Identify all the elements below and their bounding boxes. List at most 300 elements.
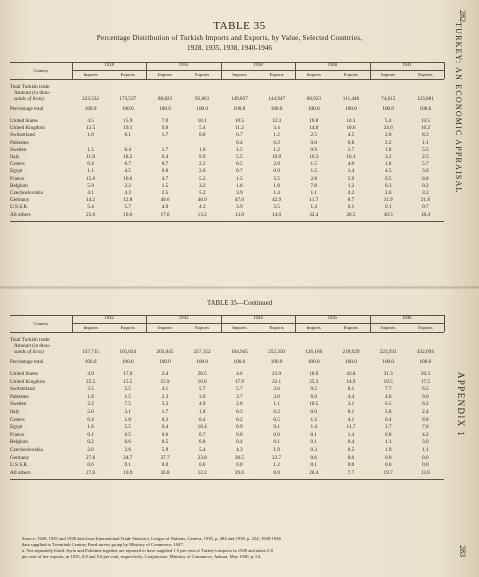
table1-cell: 1.2 [273, 146, 280, 153]
table1-cell: 15.9 [123, 118, 133, 124]
table2-cell: 2.0 [236, 401, 243, 408]
table2-cell: 0.1 [310, 462, 318, 469]
table2-cell: 1.6 [87, 424, 94, 431]
table1-cell: 3.9 [236, 190, 243, 196]
table1-percentage-value: 100.0 [159, 106, 171, 112]
table2-cell: 6.9 [310, 393, 318, 400]
table1-country-label: United Kingdom [10, 125, 46, 132]
table2-cell: 6.5 [384, 401, 392, 408]
table2-cell: 0.5 [124, 431, 132, 438]
table1-total-value: 123,081 [416, 96, 434, 102]
table1-cell: 0.5 [384, 175, 392, 182]
table1-cell: 7.8 [310, 182, 318, 189]
table2-cell: 0.1 [124, 462, 132, 469]
table1-cell: 0.4 [124, 146, 132, 153]
table1-cell: 0.0 [310, 139, 318, 146]
table2-cell: 43.8 [346, 371, 356, 377]
table2-cell: 26.8 [160, 469, 170, 476]
table-subtitle-years: 1928, 1935, 1938, 1940-1946 [186, 44, 273, 52]
table1-cell: 18.4 [420, 211, 430, 218]
table2-cell: 0.6 [310, 454, 318, 461]
table2-cell: 1.4 [310, 424, 318, 431]
table1-cell: 0.8 [161, 168, 169, 175]
table2-cell: 0.4 [161, 424, 169, 431]
table1-cell: 9.8 [161, 125, 169, 132]
table2-cell: 5.5 [124, 424, 132, 431]
table2-cell: 0.5 [161, 439, 169, 446]
table1-cell: 14.1 [346, 118, 356, 124]
table2-cell: 0.2 [273, 409, 280, 415]
table2-cell: 0.5 [347, 447, 355, 453]
table1-cell: 4.3 [124, 190, 132, 196]
table2-cell: 4.9 [198, 401, 206, 408]
table2-total-value: 165,034 [119, 349, 137, 355]
table2-cell: 6.5 [422, 386, 429, 393]
table1-cell: 11.7 [309, 197, 319, 204]
table2-country-label: United Kingdom [10, 378, 46, 385]
table1-country-label: France [10, 175, 25, 182]
table1-cell: 1.7 [161, 146, 169, 153]
table2-cell: 0.4 [87, 416, 94, 423]
table1-country-label: Czechoslovakia [10, 190, 43, 196]
table1-cell: 4.3 [198, 204, 206, 211]
table1-country-label: Italy [10, 154, 20, 160]
table1-imports-header: Imports [83, 72, 98, 77]
table1-cell: 14.2 [86, 197, 96, 204]
table1-cell: 5.7 [422, 161, 429, 168]
table2-cell: 1.5 [124, 393, 132, 400]
table2-cell: 1.9 [384, 447, 392, 453]
table1-cell: 0.2 [422, 182, 429, 189]
table2-cell: 0.3 [161, 416, 169, 423]
table1-cell: 5.2 [198, 175, 206, 182]
table1-cell: 0.8 [347, 139, 355, 146]
table1-cell: 1.5 [236, 146, 243, 153]
table1-total-value: 95,861 [195, 96, 210, 102]
table2-total-value: 147,715 [82, 349, 100, 355]
table1-cell: 1.2 [273, 132, 280, 139]
table1-cell: 0.3 [384, 182, 392, 189]
table2-percentage-value: 100.0 [84, 359, 97, 365]
table2-cell: 25.3 [309, 378, 319, 385]
table2-cell: 1.7 [384, 424, 392, 431]
table1-cell: 5.7 [124, 204, 132, 211]
table2-total-value: 203,045 [156, 349, 174, 355]
table1-cell: 5.9 [347, 175, 355, 182]
table1-cell: 2.5 [161, 190, 169, 196]
table2-cell: 0.8 [384, 431, 392, 438]
table1-cell: 0.9 [273, 168, 280, 175]
table1-cell: 0.5 [236, 161, 243, 168]
table1-cell: 0.8 [422, 175, 429, 182]
table1-cell: 2.5 [310, 132, 318, 139]
table2-cell: 3.1 [124, 409, 132, 415]
table2-cell: 4.3 [236, 447, 243, 453]
table2-cell: 1.8 [198, 409, 206, 415]
table2-total-value: 432,094 [416, 349, 434, 355]
table2-cell: 19.7 [383, 469, 393, 476]
table2-cell: 1.7 [161, 409, 169, 415]
table2-cell: 0.0 [236, 462, 243, 469]
table2-percentage-value: 100.0 [233, 359, 246, 365]
table1-country-label: Sweden [10, 146, 27, 153]
table-title: TABLE 35 [213, 20, 266, 32]
table1-year-1935: 1935 [178, 63, 189, 68]
table1-total-value: 149,837 [230, 96, 248, 102]
table2-cell: 23.8 [197, 454, 207, 461]
table2-cell: 30.5 [234, 454, 244, 461]
table2-cell: 3.5 [87, 386, 94, 393]
table1-cell: 10.5 [234, 118, 244, 124]
table2-cell: 0.9 [236, 424, 243, 431]
table2-imports-header: Imports [83, 325, 98, 330]
table2-cell: 0.0 [161, 462, 169, 469]
table2-cell: 10.4 [197, 424, 207, 431]
table1-cell: 10.6 [123, 175, 133, 182]
table1-cell: 15.0 [86, 175, 96, 182]
table2-cell: 4.2 [422, 431, 429, 438]
table1-cell: 4.5 [347, 132, 355, 139]
table1-cell: 16.2 [420, 125, 430, 132]
table1-year-divider [444, 62, 445, 79]
table2-cell: 4.6 [236, 371, 243, 377]
table2-country-label: Czechoslovakia [10, 447, 43, 453]
table2-cell: 37.7 [160, 454, 170, 461]
table2-cell: 0.0 [384, 454, 392, 461]
table2-cell: 0.1 [310, 439, 318, 446]
table1-cell: 10.1 [123, 125, 133, 132]
table2-cell: 0.6 [124, 439, 132, 446]
table1-cell: 0.1 [347, 204, 355, 211]
table1-cell: 2.2 [198, 161, 206, 168]
table2-cell: 0.4 [384, 416, 392, 423]
table1-cell: 1.7 [161, 132, 169, 139]
table2-cell: 4.1 [347, 416, 355, 423]
table1-cell: 1.4 [310, 204, 318, 211]
table2-cell: 31.3 [383, 371, 393, 377]
table1-cell: 1.1 [87, 168, 94, 175]
table2-cell: 0.3 [236, 409, 243, 415]
table2-cell: 18.0 [309, 371, 319, 377]
table2-percentage-value: 100.0 [307, 359, 320, 365]
table2-country-label: Italy [10, 409, 20, 415]
table1-cell: 13.0 [234, 211, 244, 218]
table2-cell: 15.9 [160, 378, 170, 385]
table2-percentage-value: 100.0 [419, 359, 432, 365]
table1-cell: 4.0 [347, 161, 355, 168]
table1-exports-header: Exports [195, 72, 210, 77]
table2-cell: 0.0 [347, 462, 355, 469]
table2-exports-header: Exports [269, 325, 284, 330]
table1-cell: 4.5 [87, 118, 94, 124]
table1-total-value: 68,923 [306, 96, 321, 102]
table1-cell: 7.0 [161, 118, 169, 124]
table2-country-label: Germany [10, 454, 30, 461]
table2-cell: 2.6 [87, 447, 94, 453]
table1-percentage-value: 100.0 [270, 106, 283, 112]
table1-cell: 6.7 [124, 161, 132, 168]
table2-cell: 20.5 [197, 371, 207, 377]
table1-total-value: 223,532 [82, 96, 100, 102]
table2-cell: 4.0 [384, 393, 392, 400]
table2-total-label: Total Turkish trade [10, 337, 50, 343]
table2-cell: 24.7 [123, 454, 133, 461]
table2-cell: 3.0 [198, 393, 206, 400]
table2-percentage-value: 100.0 [382, 359, 395, 365]
table2-year-1942: 1942 [104, 316, 114, 321]
table1-amount-label: Amount (in thou- [14, 90, 51, 96]
table1-cell: 0.7 [236, 132, 243, 139]
table1-cell: 0.8 [198, 132, 206, 139]
footnote-source: Source: 1928, 1935 and 1938 data from International Trade Statistics, League of Nations, Geneva, 1935, p. 284 and 1938, p. 254; 1940-1946 [22, 536, 281, 541]
table1-cell: 4.1 [87, 190, 94, 196]
table2-cell: 13.6 [420, 469, 430, 476]
table1-country-label: Belgium [10, 182, 28, 189]
table1-cell: 5.5 [236, 154, 243, 160]
table2-cell: 8.8 [422, 416, 429, 423]
table1-cell: 5.9 [87, 182, 94, 189]
table2-cell: 9.5 [310, 386, 318, 393]
table2-cell: 0.6 [87, 462, 94, 469]
table2-cell: 1.1 [422, 447, 429, 453]
table1-cell: 1.1 [422, 139, 429, 146]
table2-country-label: Egypt [10, 424, 23, 431]
table1-cell: 3.2 [198, 182, 206, 189]
table1-cell: 0.4 [87, 161, 94, 168]
table1-cell: 4.7 [161, 175, 169, 182]
table2-cell: 12.2 [197, 469, 207, 476]
table1-cell: 40.9 [197, 197, 207, 204]
table2-cell: 4.1 [161, 386, 169, 393]
table2-cell: 20.3 [420, 371, 430, 377]
table1-cell: 1.4 [347, 168, 355, 175]
appendix-label: APPENDIX 1 [456, 372, 466, 438]
table2-year-1945: 1945 [327, 316, 338, 321]
table2-cell: 0.4 [347, 439, 355, 446]
table2-cell: 2.4 [422, 409, 429, 415]
table2-cell: 4.9 [87, 371, 94, 377]
footnote-a-cont: per cent of her exports; in 1935, 0.8 and 5.6 per cent, respectively. Conjoncture, Ministry of Commerce, Ankara, May 1940, p. 54. [22, 554, 262, 559]
table2-cell: 19.5 [383, 378, 393, 385]
table1-cell: 3.2 [422, 190, 429, 196]
table2-cell: 2.4 [161, 371, 169, 377]
table1-percentage-value: 100.0 [419, 106, 432, 112]
table2-cell: 0.2 [87, 439, 94, 446]
table2-exports-header: Exports [120, 325, 135, 330]
table1-total-value: 74,815 [381, 96, 396, 102]
table2-total-value: 257,152 [193, 349, 211, 355]
table2-cell: 0.1 [273, 439, 280, 446]
table2-exports-header: Exports [343, 325, 359, 330]
table2-cell: 0.1 [347, 409, 355, 415]
table1-percentage-value: 100.0 [121, 106, 134, 112]
table2-percentage-label: Percentage total [10, 359, 44, 365]
table1-country-label: Palestine [10, 139, 29, 146]
table2-total-value: 126,166 [305, 349, 323, 355]
table2-cell: 0.3 [310, 447, 318, 453]
table1-total-value: 111,446 [342, 96, 360, 102]
table2-cell: 5.7 [236, 386, 243, 393]
table2-cell: 5.9 [161, 447, 169, 453]
table1-cell: 14.0 [309, 125, 319, 132]
table1-exports-header: Exports [269, 72, 284, 77]
table1-country-label: U.S.S.R. [10, 204, 29, 211]
table2-cell: 7.7 [384, 386, 392, 393]
table2-cell: 3.6 [273, 386, 280, 393]
table2-bottom-rule [10, 479, 444, 480]
table2-cell: 0.7 [198, 431, 206, 438]
table2-imports-header: Imports [381, 325, 396, 330]
table1-cell: 0.1 [124, 132, 132, 139]
table1-cell: 40.6 [160, 197, 170, 204]
table1-header-mid-rule [72, 70, 444, 71]
table1-cell: 32.4 [309, 211, 319, 218]
table1-cell: 2.0 [273, 161, 280, 168]
footnote-data: data supplied to Twentieth Century Fund survey group by Ministry of Commerce, 1947. [22, 542, 184, 547]
table1-cell: 11.2 [234, 125, 244, 132]
table1-cell: 6.4 [161, 154, 169, 160]
table1-percentage-value: 100.0 [196, 106, 209, 112]
table1-cell: 0.7 [161, 161, 169, 168]
table1-percentage-label: Percentage total [10, 106, 44, 112]
table2-cell: 1.8 [124, 416, 132, 423]
table2-percentage-value: 100.0 [270, 359, 283, 365]
table1-cell: 5.4 [198, 125, 206, 132]
table2-cell: 0.0 [422, 462, 429, 469]
table1-bottom-rule [10, 221, 444, 222]
table1-imports-header: Imports [157, 72, 173, 77]
table1-cell: 0.7 [236, 168, 243, 175]
table2-cell: 17.5 [420, 378, 430, 385]
table1-cell: 10.0 [272, 154, 282, 160]
table1-cell: 2.8 [384, 132, 392, 139]
table2-cell: 0.5 [273, 416, 280, 423]
table2-cell: 17.0 [123, 371, 133, 377]
table1-cell: 10.6 [346, 125, 356, 132]
table1-cell: 3.9 [236, 204, 243, 211]
table1-cell: 9.9 [198, 154, 206, 160]
table2-cell: 0.0 [198, 462, 206, 469]
table1-cell: 1.5 [310, 168, 318, 175]
table2-cell: 2.6 [124, 447, 132, 453]
table2-cell: 3.7 [236, 393, 243, 400]
table1-cell: 1.6 [236, 182, 243, 189]
table1-header-bottom-rule [10, 79, 444, 80]
table1-total-value: 88,823 [157, 96, 173, 102]
table2-cell: 7.5 [124, 401, 132, 408]
table2-cell: 0.8 [198, 439, 206, 446]
table2-amount-label-2: sands of liras) [14, 349, 44, 355]
table2-imports-header: Imports [306, 325, 321, 330]
running-head: TURKEY: AN ECONOMIC APPRAISAL [454, 22, 463, 194]
table1-cell: 1.8 [384, 161, 392, 168]
table2-cell: 27.6 [86, 469, 96, 476]
table2-cell: 1.1 [384, 439, 392, 446]
table2-cell: 4.4 [347, 393, 355, 400]
table1-cell: 18.2 [123, 154, 133, 160]
table1-cell: 0.2 [273, 139, 280, 146]
table1-cell: 10.6 [123, 211, 133, 218]
table1-cell: 24.6 [383, 125, 393, 132]
table1-cell: 0.4 [236, 139, 243, 146]
table1-total-label: Total Turkish trade [10, 84, 50, 90]
table1-cell: 1.2 [347, 182, 355, 189]
table1-cell: 3.4 [273, 125, 280, 132]
table2-cell: 1.1 [273, 401, 280, 408]
table1-cell: 1.5 [161, 182, 169, 189]
table2-cell: 1.4 [347, 431, 355, 438]
table2-percentage-value: 100.0 [196, 359, 209, 365]
table2-total-value: 218,929 [342, 349, 360, 355]
table2-cell: 14.9 [346, 378, 356, 385]
table2-cell: 5.4 [198, 447, 206, 453]
table2-country-header: Country [33, 321, 49, 326]
table1-cell: 1.1 [310, 190, 318, 196]
table1-cell: 11.9 [383, 197, 393, 204]
table1-cell: 10.8 [309, 118, 319, 124]
table2-cell: 0.4 [198, 416, 206, 423]
table1-country-label: Germany [10, 197, 30, 204]
table2-cell: 8.1 [347, 386, 355, 393]
table1-cell: 3.2 [384, 154, 392, 160]
table2-cell: 0.2 [236, 416, 243, 423]
table1-cell: 10.1 [197, 118, 207, 124]
table1-cell: 2.8 [310, 175, 318, 182]
table1-cell: 42.9 [272, 197, 282, 204]
table1-cell: 14.0 [272, 211, 282, 218]
table2-cell: 0.1 [310, 431, 318, 438]
table2-cell: 5.0 [87, 409, 94, 415]
table2-cell: 8.8 [273, 469, 280, 476]
table2-country-label: Greece [10, 416, 25, 423]
table2-cell: 0.0 [236, 431, 243, 438]
table1-cell: 47.0 [234, 197, 244, 204]
table1-cell: 5.4 [384, 118, 392, 124]
table1-imports-header: Imports [381, 72, 396, 77]
table2-year-1944: 1944 [253, 316, 263, 321]
table2-cell: 5.8 [384, 409, 392, 415]
table1-cell: 1.8 [273, 182, 280, 189]
table2-cell: 1.3 [310, 416, 318, 423]
table2-total-value: 223,931 [379, 349, 397, 355]
table2-cell: 22.1 [272, 378, 282, 385]
table1-cell: 1.5 [236, 175, 243, 182]
table2-cell: 1.9 [273, 447, 280, 453]
table1-cell: 16.3 [309, 154, 319, 160]
table2-cell: 7.0 [422, 424, 429, 431]
table1-cell: 3.5 [273, 175, 280, 182]
table1-cell: 26.5 [346, 211, 356, 218]
page-fold [0, 286, 479, 289]
table2-percentage-value: 100.0 [121, 359, 134, 365]
table2-cell: 0.6 [161, 431, 169, 438]
table2-imports-header: Imports [232, 325, 247, 330]
table2-cell: 1.2 [273, 462, 280, 469]
table2-cell: 9.1 [273, 424, 280, 431]
table2-total-value: 252,350 [268, 349, 286, 355]
table2-cell: 2.2 [87, 401, 94, 408]
page-number-top: 282 [458, 10, 467, 22]
table1-cell: 16.1 [346, 154, 356, 160]
table2-cell: 11.7 [346, 424, 356, 431]
table1-cell: 13.2 [197, 211, 207, 218]
table1-cell: 2.5 [422, 154, 429, 160]
table2-country-label: United States [10, 371, 38, 377]
table1-cell: 4.5 [384, 168, 392, 175]
table2-country-label: Sweden [10, 401, 27, 408]
table2-cell: 5.7 [198, 386, 206, 393]
table1-cell: 2.6 [384, 190, 392, 196]
